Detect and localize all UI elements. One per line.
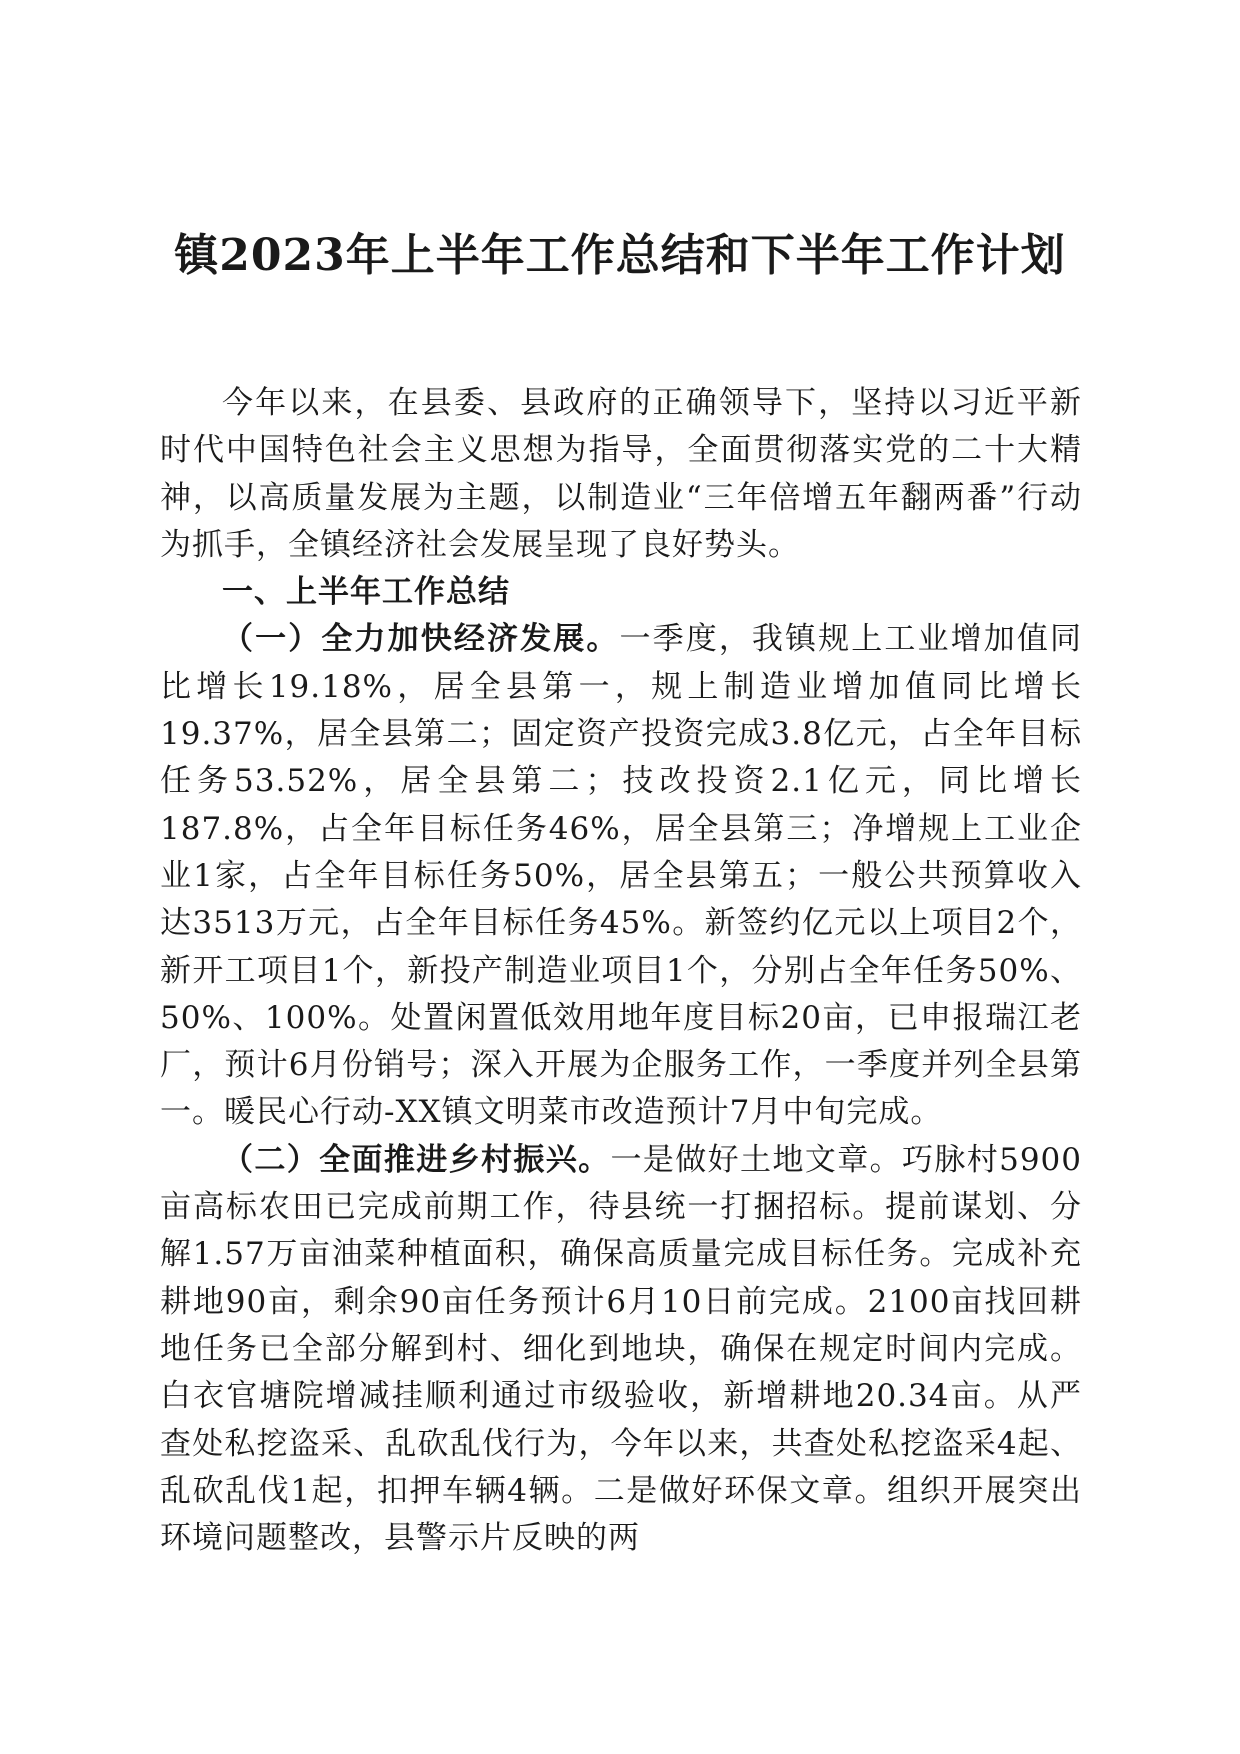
document-body [160, 380, 1082, 1562]
document-title: 镇2023年上半年工作总结和下半年工作计划 [174, 230, 1066, 281]
intro-paragraph: 今年以来，在县委、县政府的正确领导下，坚持以习近平新时代中国特色社会主义思想为指导，全面贯彻落实党的二十大精神，以高质量发展为主题，以制造业“三年倍增五年翻两番”行动为抓手，全镇经济社会发展呈现了良好势头。 [160, 385, 1082, 563]
paragraph-lead: （二）全面推进乡村振兴。 [222, 1141, 611, 1178]
paragraph-text: 一季度，我镇规上工业增加值同比增长19.18%，居全县第一，规上制造业增加值同比增长19.37%，居全县第二；固定资产投资完成3.8亿元，占全年目标任务53.52%，居全县第二；技改投资2.1亿元，同比增长187.8%，占全年目标任务46%，居全县第三；净增规上工业企业1家，占全年目标任务50%，居全县第五；一般公共预算收入达3513万元，占全年目标任务45%。新签约亿元以上项目2个，新开工项目1个，新投产制造业项目1个，分别占全年任务50%、50%、100%。处置闲置低效用地年度目标20亩，已申报瑞江老厂，预计6月份销号；深入开展为企服务工作，一季度并列全县第一。暖民心行动-XX镇文明菜市改造预计7月中旬完成。 [160, 621, 1083, 1131]
paragraph-lead: （一）全力加快经济发展。 [222, 621, 620, 658]
paragraph-text: 一是做好土地文章。巧脉村5900亩高标农田已完成前期工作，待县统一打捆招标。提前谋划、分解1.57万亩油菜种植面积，确保高质量完成目标任务。完成补充耕地90亩，剩余90亩任务预计6月10日前完成。2100亩找回耕地任务已全部分解到村、细化到地块，确保在规定时间内完成。白衣官塘院增减挂顺利通过市级验收，新增耕地20.34亩。从严查处私挖盗采、乱砍乱伐行为，今年以来，共查处私挖盗采4起、乱砍乱伐1起，扣押车辆4辆。二是做好环保文章。组织开展突出环境问题整改，县警示片反映的两 [160, 1141, 1082, 1557]
paragraph-economic-development [160, 616, 1082, 1136]
section-heading: 一、上半年工作总结 [222, 574, 510, 611]
paragraph-rural-revitalization [160, 1137, 1082, 1563]
